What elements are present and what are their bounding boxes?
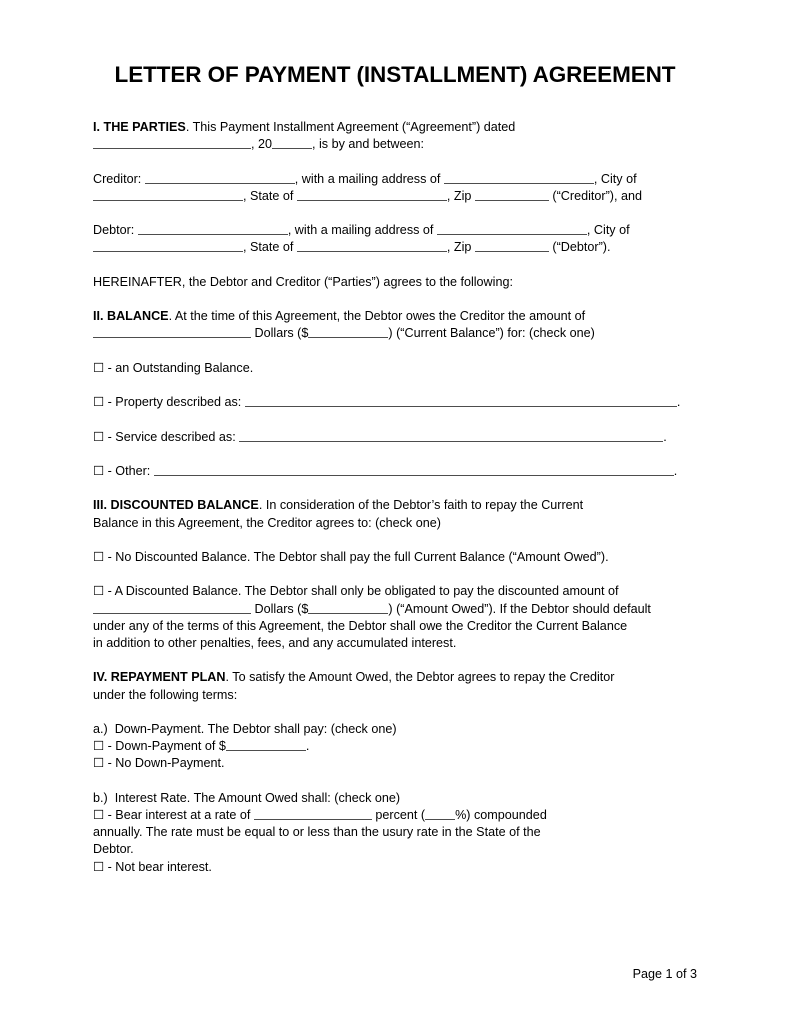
section-repayment-intro-2: under the following terms: bbox=[93, 687, 238, 702]
section-heading-parties: I. THE PARTIES bbox=[93, 120, 186, 134]
creditor-state-text: , State of bbox=[243, 188, 297, 203]
checkbox-icon[interactable]: ☐ bbox=[93, 463, 105, 478]
checkbox-row-no-discount[interactable] bbox=[93, 549, 697, 566]
creditor-city-text: , City of bbox=[593, 171, 637, 186]
spacer bbox=[93, 257, 697, 274]
discounted-default-line-1: under any of the terms of this Agreement, the Debtor shall owe the Creditor the Current Balance bbox=[93, 618, 628, 633]
section-balance-intro bbox=[93, 308, 697, 325]
item-a-text: Down-Payment. The Debtor shall pay: (check one) bbox=[114, 721, 397, 736]
checkbox-row-no-down-payment[interactable] bbox=[93, 755, 697, 772]
discounted-amount-line bbox=[93, 601, 697, 618]
checkbox-row-down-payment-amount[interactable] bbox=[93, 738, 697, 755]
checkbox-row-other[interactable] bbox=[93, 463, 697, 480]
checkbox-label-bear-interest: - Bear interest at a rate of bbox=[104, 807, 254, 822]
item-a-label: a.) bbox=[93, 721, 108, 736]
checkbox-label-other: - Other: bbox=[104, 463, 154, 478]
spacer bbox=[93, 480, 697, 497]
debtor-zip-text: , Zip bbox=[446, 240, 475, 255]
section-discounted-intro-2: Balance in this Agreement, the Creditor agrees to: (check one) bbox=[93, 515, 441, 530]
checkbox-icon[interactable]: ☐ bbox=[93, 429, 105, 444]
checkbox-icon[interactable]: ☐ bbox=[93, 395, 105, 410]
section-heading-repayment-plan: IV. REPAYMENT PLAN bbox=[93, 670, 226, 685]
creditor-zip-text: , Zip bbox=[446, 188, 475, 203]
checkbox-label-service: - Service described as: bbox=[104, 429, 240, 444]
creditor-state-blank[interactable] bbox=[297, 188, 447, 201]
down-payment-end-punct: . bbox=[305, 739, 310, 754]
checkbox-label-no-down-payment: - No Down-Payment. bbox=[104, 756, 225, 771]
interest-percent-text: percent ( bbox=[371, 807, 426, 822]
bear-interest-line-2: annually. The rate must be equal to or less than the usury rate in the State of the bbox=[93, 825, 541, 840]
year-blank-field[interactable] bbox=[272, 136, 312, 149]
discounted-dollars-label: Dollars ($ bbox=[251, 601, 309, 616]
interest-percent-tail: %) compounded bbox=[455, 807, 547, 822]
down-payment-amount-blank[interactable] bbox=[226, 738, 306, 751]
discounted-intro-text-1: . In consideration of the Debtor’s faith to repay the Current bbox=[258, 498, 584, 513]
checkbox-icon[interactable]: ☐ bbox=[93, 584, 105, 599]
checkbox-label-discounted: - A Discounted Balance. The Debtor shall only be obligated to pay the discounted amount of bbox=[104, 584, 619, 599]
creditor-address-blank[interactable] bbox=[444, 171, 594, 184]
debtor-address-blank[interactable] bbox=[437, 222, 587, 235]
bear-interest-line-3: Debtor. bbox=[93, 842, 134, 857]
balance-amount-line bbox=[93, 325, 697, 342]
spacer bbox=[93, 446, 697, 463]
spacer bbox=[93, 532, 697, 549]
checkbox-label-not-bear-interest: - Not bear interest. bbox=[104, 859, 212, 874]
repayment-item-a bbox=[93, 721, 697, 738]
date-year-prefix: , 20 bbox=[251, 137, 273, 152]
debtor-line-1 bbox=[93, 222, 697, 239]
creditor-line-2 bbox=[93, 188, 697, 205]
repayment-item-b bbox=[93, 790, 697, 807]
checkbox-icon[interactable]: ☐ bbox=[93, 859, 105, 874]
section-discounted-intro-1 bbox=[93, 497, 697, 514]
discounted-dollars-tail: ) (“Amount Owed”). If the Debtor should default bbox=[388, 601, 651, 616]
page-footer: Page 1 of 3 bbox=[632, 967, 697, 981]
spacer bbox=[93, 377, 697, 394]
debtor-name-blank[interactable] bbox=[138, 222, 288, 235]
debtor-city-text: , City of bbox=[586, 223, 630, 238]
checkbox-row-bear-interest[interactable] bbox=[93, 807, 697, 824]
checkbox-row-not-bear-interest[interactable] bbox=[93, 859, 697, 876]
date-blank-field[interactable] bbox=[93, 136, 251, 149]
spacer bbox=[93, 773, 697, 790]
checkbox-label-outstanding-balance: - an Outstanding Balance. bbox=[104, 360, 254, 375]
creditor-line-1 bbox=[93, 171, 697, 188]
checkbox-row-discounted[interactable] bbox=[93, 583, 697, 600]
balance-words-blank[interactable] bbox=[93, 325, 251, 338]
service-description-blank[interactable] bbox=[239, 429, 663, 442]
property-end-punct: . bbox=[676, 395, 681, 410]
creditor-label: Creditor: bbox=[93, 171, 145, 186]
checkbox-icon[interactable]: ☐ bbox=[93, 807, 105, 822]
hereinafter-line: HEREINAFTER, the Debtor and Creditor (“Parties”) agrees to the following: bbox=[93, 274, 513, 289]
checkbox-row-property[interactable] bbox=[93, 394, 697, 411]
checkbox-icon[interactable]: ☐ bbox=[93, 756, 105, 771]
interest-rate-words-blank[interactable] bbox=[254, 807, 372, 820]
checkbox-label-no-discount: - No Discounted Balance. The Debtor shall pay the full Current Balance (“Amount Owed”). bbox=[104, 549, 609, 564]
repayment-intro-text-1: . To satisfy the Amount Owed, the Debtor agrees to repay the Creditor bbox=[225, 670, 615, 685]
debtor-city-blank[interactable] bbox=[93, 239, 243, 252]
parties-date-line bbox=[93, 136, 697, 153]
discounted-amount-blank[interactable] bbox=[308, 601, 388, 614]
checkbox-row-outstanding-balance[interactable] bbox=[93, 360, 697, 377]
balance-amount-blank[interactable] bbox=[308, 325, 388, 338]
item-b-text: Interest Rate. The Amount Owed shall: (check one) bbox=[114, 790, 401, 805]
checkbox-icon[interactable]: ☐ bbox=[93, 739, 105, 754]
section-heading-balance: II. BALANCE bbox=[93, 309, 169, 324]
date-suffix-text: , is by and between: bbox=[312, 137, 425, 152]
section-heading-discounted-balance: III. DISCOUNTED BALANCE bbox=[93, 498, 259, 513]
debtor-line-2 bbox=[93, 239, 697, 256]
other-description-blank[interactable] bbox=[154, 463, 674, 476]
spacer bbox=[93, 411, 697, 428]
other-end-punct: . bbox=[673, 463, 678, 478]
interest-rate-number-blank[interactable] bbox=[425, 807, 455, 820]
property-description-blank[interactable] bbox=[245, 394, 677, 407]
balance-dollars-tail: ) (“Current Balance”) for: (check one) bbox=[388, 326, 595, 341]
spacer bbox=[93, 153, 697, 170]
balance-dollars-label: Dollars ($ bbox=[251, 326, 309, 341]
debtor-label: Debtor: bbox=[93, 223, 138, 238]
document-body bbox=[93, 119, 697, 876]
parties-intro-text: . This Payment Installment Agreement (“Agreement”) dated bbox=[185, 120, 516, 134]
creditor-zip-blank[interactable] bbox=[475, 188, 549, 201]
spacer bbox=[93, 291, 697, 308]
spacer bbox=[93, 652, 697, 669]
debtor-state-text: , State of bbox=[243, 240, 297, 255]
spacer bbox=[93, 566, 697, 583]
debtor-zip-blank[interactable] bbox=[475, 239, 549, 252]
discounted-default-line-2: in addition to other penalties, fees, and any accumulated interest. bbox=[93, 635, 457, 650]
discounted-words-blank[interactable] bbox=[93, 601, 251, 614]
debtor-state-blank[interactable] bbox=[297, 239, 447, 252]
page-title: LETTER OF PAYMENT (INSTALLMENT) AGREEMENT bbox=[114, 62, 676, 87]
creditor-name-blank[interactable] bbox=[145, 171, 295, 184]
service-end-punct: . bbox=[663, 429, 667, 444]
spacer bbox=[93, 343, 697, 360]
section-parties-intro bbox=[93, 119, 697, 136]
checkbox-label-down-payment-amount: - Down-Payment of $ bbox=[104, 739, 226, 754]
spacer bbox=[93, 704, 697, 721]
creditor-end-text: (“Creditor”), and bbox=[548, 188, 642, 203]
checkbox-icon[interactable]: ☐ bbox=[93, 360, 105, 375]
checkbox-label-property: - Property described as: bbox=[104, 395, 245, 410]
spacer bbox=[93, 205, 697, 222]
checkbox-row-service[interactable] bbox=[93, 429, 697, 446]
item-b-label: b.) bbox=[93, 790, 108, 805]
debtor-mailing-text: , with a mailing address of bbox=[287, 223, 437, 238]
creditor-city-blank[interactable] bbox=[93, 188, 243, 201]
debtor-end-text: (“Debtor”). bbox=[548, 240, 611, 255]
checkbox-icon[interactable]: ☐ bbox=[93, 549, 105, 564]
creditor-mailing-text: , with a mailing address of bbox=[294, 171, 444, 186]
section-repayment-intro-1 bbox=[93, 669, 697, 686]
balance-intro-text: . At the time of this Agreement, the Debtor owes the Creditor the amount of bbox=[168, 309, 586, 324]
